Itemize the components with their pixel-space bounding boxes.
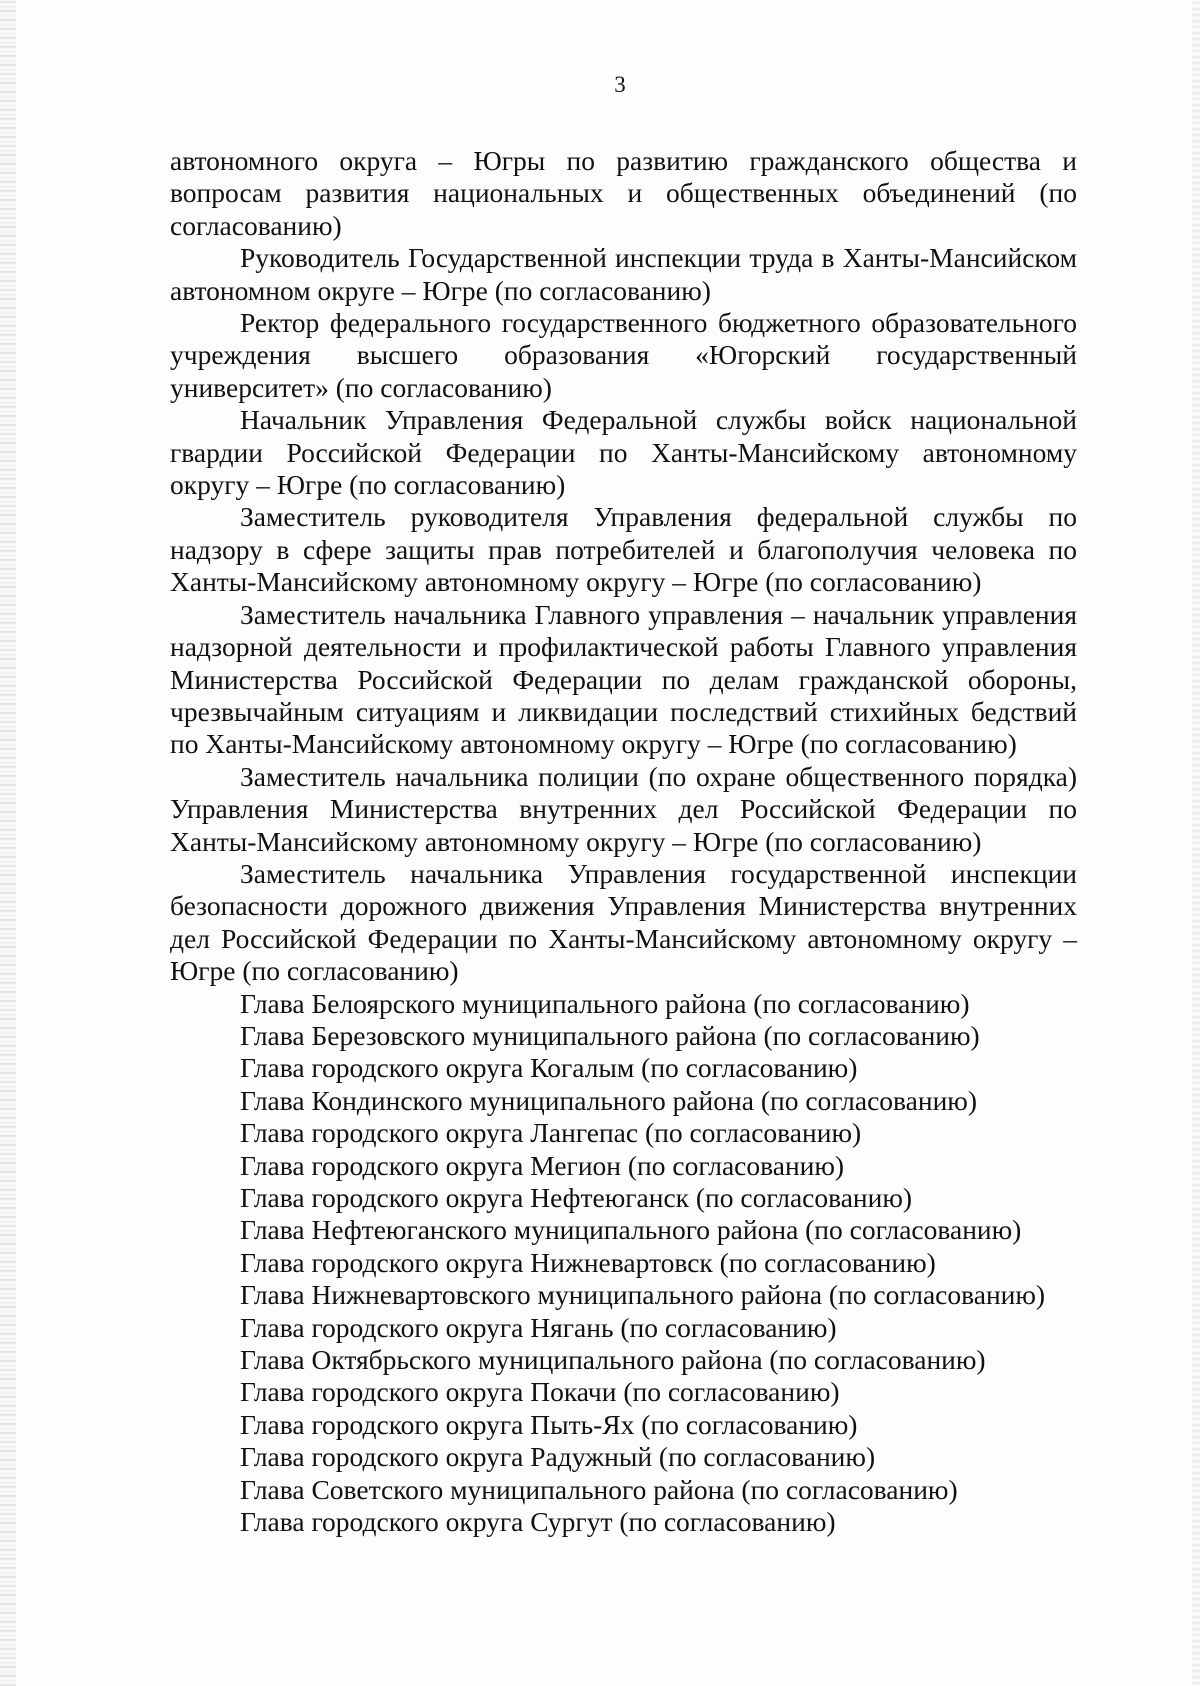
paragraph-continuation: автономного округа – Югры по развитию гражданского общества и вопросам развития национальных и общественных объединений (по согласованию) xyxy=(170,145,1077,241)
scan-edge-right xyxy=(1192,0,1200,1686)
list-item: Глава городского округа Когалым (по согласованию) xyxy=(240,1052,858,1084)
paragraph-emergency-ministry: Заместитель начальника Главного управления – начальник управления надзорной деятельности и профилактической работы Главного управления Министерства Российской Федерации по делам гражданской обороны, чрезвычайным ситуациям и ликвидации последствий стихийных бедствий по Ханты-Мансийскому автономному округу – Югре (по согласованию) xyxy=(170,598,1077,760)
list-item: Глава городского округа Покачи (по согласованию) xyxy=(240,1376,840,1408)
scan-edge-left xyxy=(0,0,16,1686)
list-item: Глава городского округа Пыть-Ях (по согласованию) xyxy=(240,1408,858,1440)
paragraph-national-guard: Начальник Управления Федеральной службы войск национальной гвардии Российской Федерации по Ханты-Мансийскому автономному округу – Югре (по согласованию) xyxy=(170,404,1077,501)
list-item: Глава Березовского муниципального района (по согласованию) xyxy=(240,1019,980,1051)
document-body xyxy=(170,145,1077,1538)
list-item: Глава городского округа Мегион (по согласованию) xyxy=(240,1149,845,1181)
page-number: 3 xyxy=(614,72,626,97)
list-item: Глава Кондинского муниципального района (по согласованию) xyxy=(240,1084,978,1116)
list-item: Глава Белоярского муниципального района (по согласованию) xyxy=(240,987,970,1019)
list-item: Глава городского округа Нягань (по согласованию) xyxy=(240,1311,837,1343)
list-item: Глава Октябрьского муниципального района (по согласованию) xyxy=(240,1344,986,1376)
paragraph-consumer-protection: Заместитель руководителя Управления федеральной службы по надзору в сфере защиты прав потребителей и благополучия человека по Ханты-Мансийскому автономному округу – Югре (по согласованию) xyxy=(170,501,1077,598)
paragraph-traffic-inspection: Заместитель начальника Управления государственной инспекции безопасности дорожного движения Управления Министерства внутренних дел Российской Федерации по Ханты-Мансийскому автономному округу – Югре (по согласованию) xyxy=(170,857,1077,987)
paragraph-labor-inspection: Руководитель Государственной инспекции труда в Ханты-Мансийском автономном округе – Югре (по согласованию) xyxy=(170,242,1077,306)
heads-list xyxy=(170,988,1077,1539)
list-item: Глава городского округа Сургут (по согласованию) xyxy=(240,1506,836,1538)
list-item: Глава Нижневартовского муниципального района (по согласованию) xyxy=(240,1279,1046,1311)
paragraph-university-rector: Ректор федерального государственного бюджетного образовательного учреждения высшего образования «Югорский государственный университет» (по согласованию) xyxy=(170,307,1077,403)
list-item: Глава Нефтеюганского муниципального района (по согласованию) xyxy=(240,1214,1022,1246)
paragraph-police: Заместитель начальника полиции (по охране общественного порядка) Управления Министерства внутренних дел Российской Федерации по Ханты-Мансийскому автономному округу – Югре (по согласованию) xyxy=(170,760,1077,857)
list-item: Глава городского округа Лангепас (по согласованию) xyxy=(240,1117,862,1149)
list-item: Глава городского округа Радужный (по согласованию) xyxy=(240,1441,876,1473)
list-item: Глава городского округа Нефтеюганск (по согласованию) xyxy=(240,1182,913,1213)
list-item: Глава городского округа Нижневартовск (по согласованию) xyxy=(240,1246,936,1278)
list-item: Глава Советского муниципального района (по согласованию) xyxy=(240,1473,958,1505)
